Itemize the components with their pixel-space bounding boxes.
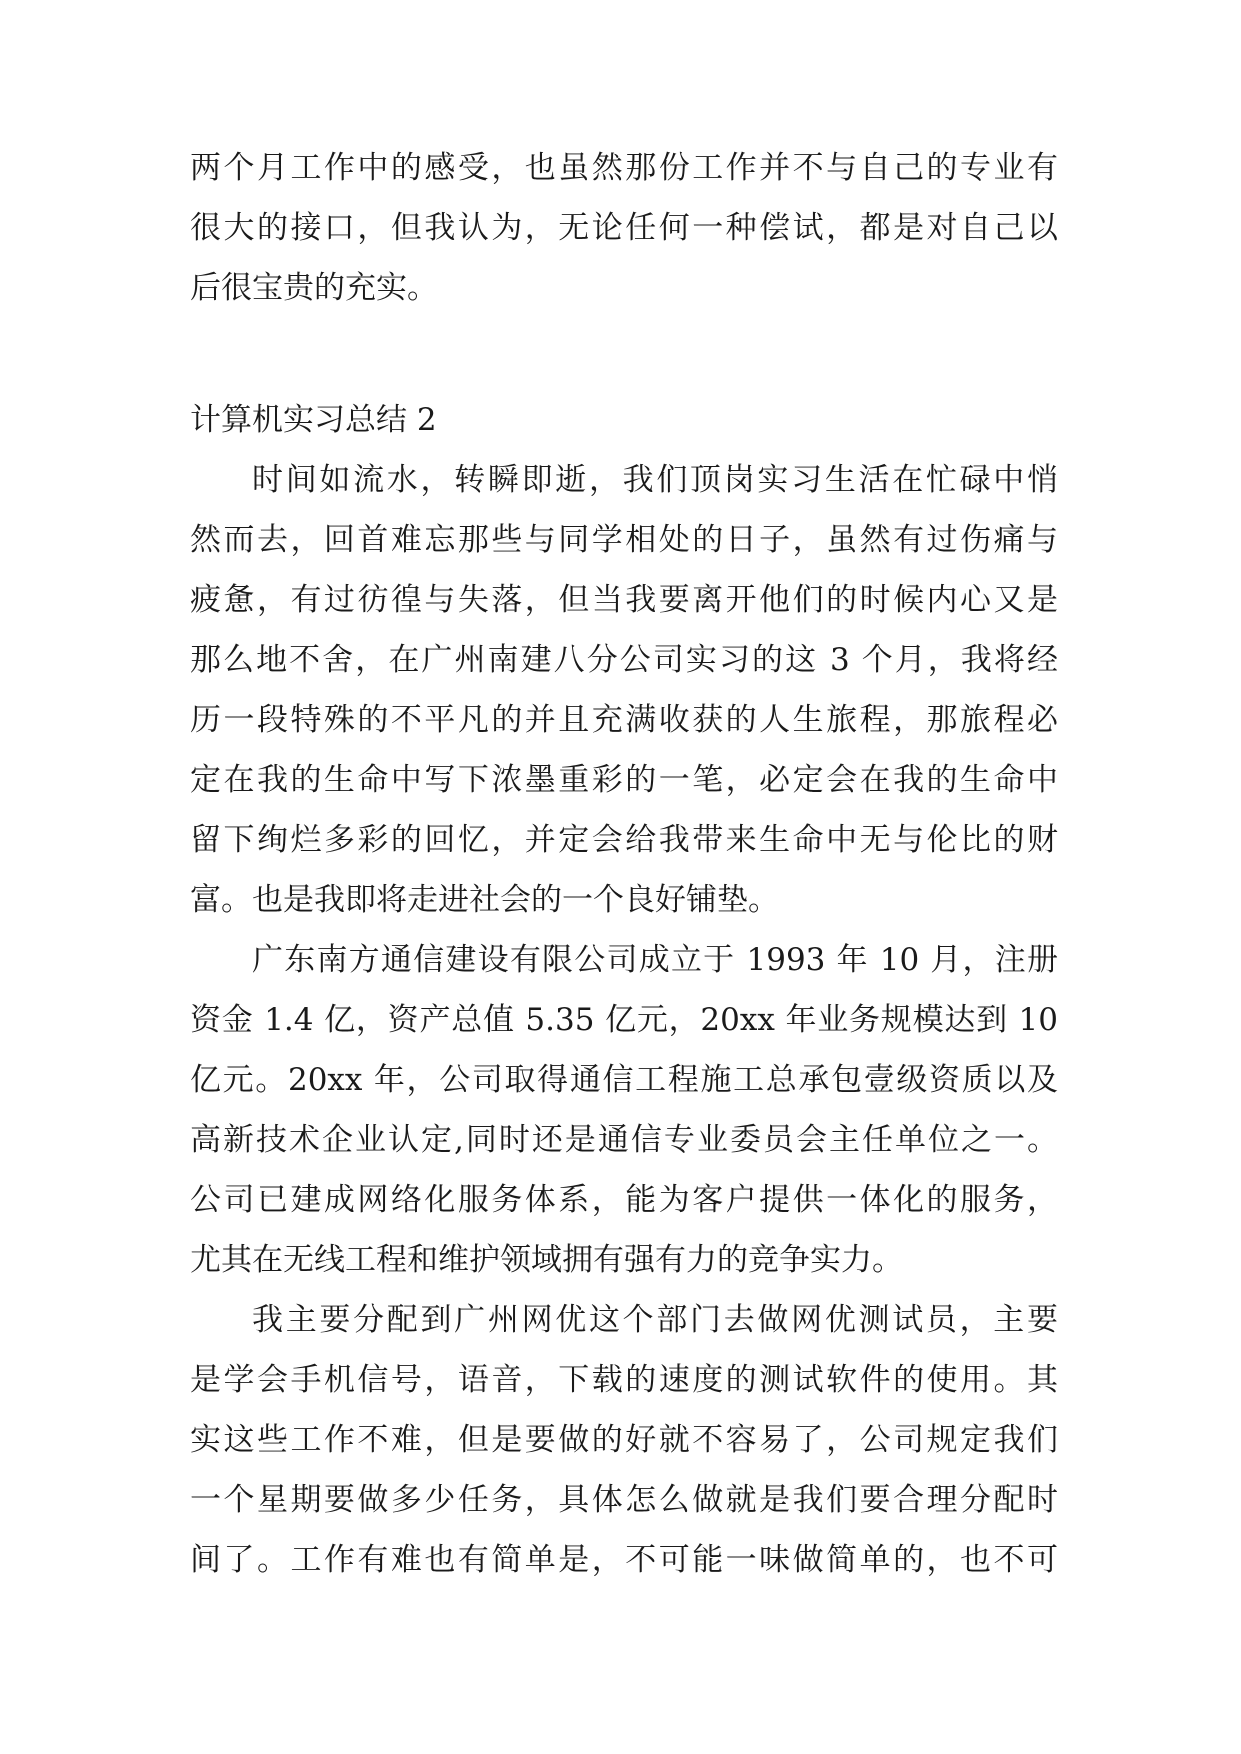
- paragraph-1: [190, 450, 1058, 930]
- text-line: 公司已建成网络化服务体系，能为客户提供一体化的服务，: [190, 1182, 1058, 1218]
- text-line: 广东南方通信建设有限公司成立于 1993 年 10 月，注册: [252, 942, 1058, 978]
- text-line: 很大的接口，但我认为，无论任何一种偿试，都是对自己以: [190, 210, 1058, 246]
- text-line: 亿元。20xx 年，公司取得通信工程施工总承包壹级资质以及: [190, 1062, 1058, 1098]
- paragraph-2: [190, 930, 1058, 1290]
- text-line: 后很宝贵的充实。: [190, 270, 438, 306]
- paragraph-3: [190, 1290, 1058, 1590]
- text-line: 间了。工作有难也有简单是，不可能一味做简单的，也不可: [190, 1542, 1058, 1578]
- text-line: 资金 1.4 亿，资产总值 5.35 亿元，20xx 年业务规模达到 10: [190, 1002, 1058, 1038]
- intro-paragraph: [190, 138, 1058, 318]
- text-line: 是学会手机信号，语音，下载的速度的测试软件的使用。其: [190, 1362, 1058, 1398]
- text-line: 实这些工作不难，但是要做的好就不容易了，公司规定我们: [190, 1422, 1058, 1458]
- text-line: 历一段特殊的不平凡的并且充满收获的人生旅程，那旅程必: [190, 702, 1058, 738]
- text-line: 一个星期要做多少任务，具体怎么做就是我们要合理分配时: [190, 1482, 1058, 1518]
- text-line: 尤其在无线工程和维护领域拥有强有力的竞争实力。: [190, 1242, 903, 1278]
- text-line: 富。也是我即将走进社会的一个良好铺垫。: [190, 882, 779, 918]
- text-line: 留下绚烂多彩的回忆，并定会给我带来生命中无与伦比的财: [190, 822, 1058, 858]
- text-line: 定在我的生命中写下浓墨重彩的一笔，必定会在我的生命中: [190, 762, 1058, 798]
- text-line: 时间如流水，转瞬即逝，我们顶岗实习生活在忙碌中悄: [252, 462, 1058, 498]
- text-line: 高新技术企业认定,同时还是通信专业委员会主任单位之一。: [190, 1122, 1058, 1158]
- text-line: 两个月工作中的感受，也虽然那份工作并不与自己的专业有: [190, 150, 1058, 186]
- text-line: 然而去，回首难忘那些与同学相处的日子，虽然有过伤痛与: [190, 522, 1058, 558]
- text-line: 我主要分配到广州网优这个部门去做网优测试员，主要: [252, 1302, 1058, 1338]
- text-line: 那么地不舍，在广州南建八分公司实习的这 3 个月，我将经: [190, 642, 1058, 678]
- text-line: 疲惫，有过彷徨与失落，但当我要离开他们的时候内心又是: [190, 582, 1058, 618]
- section-title: 计算机实习总结 2: [190, 402, 437, 438]
